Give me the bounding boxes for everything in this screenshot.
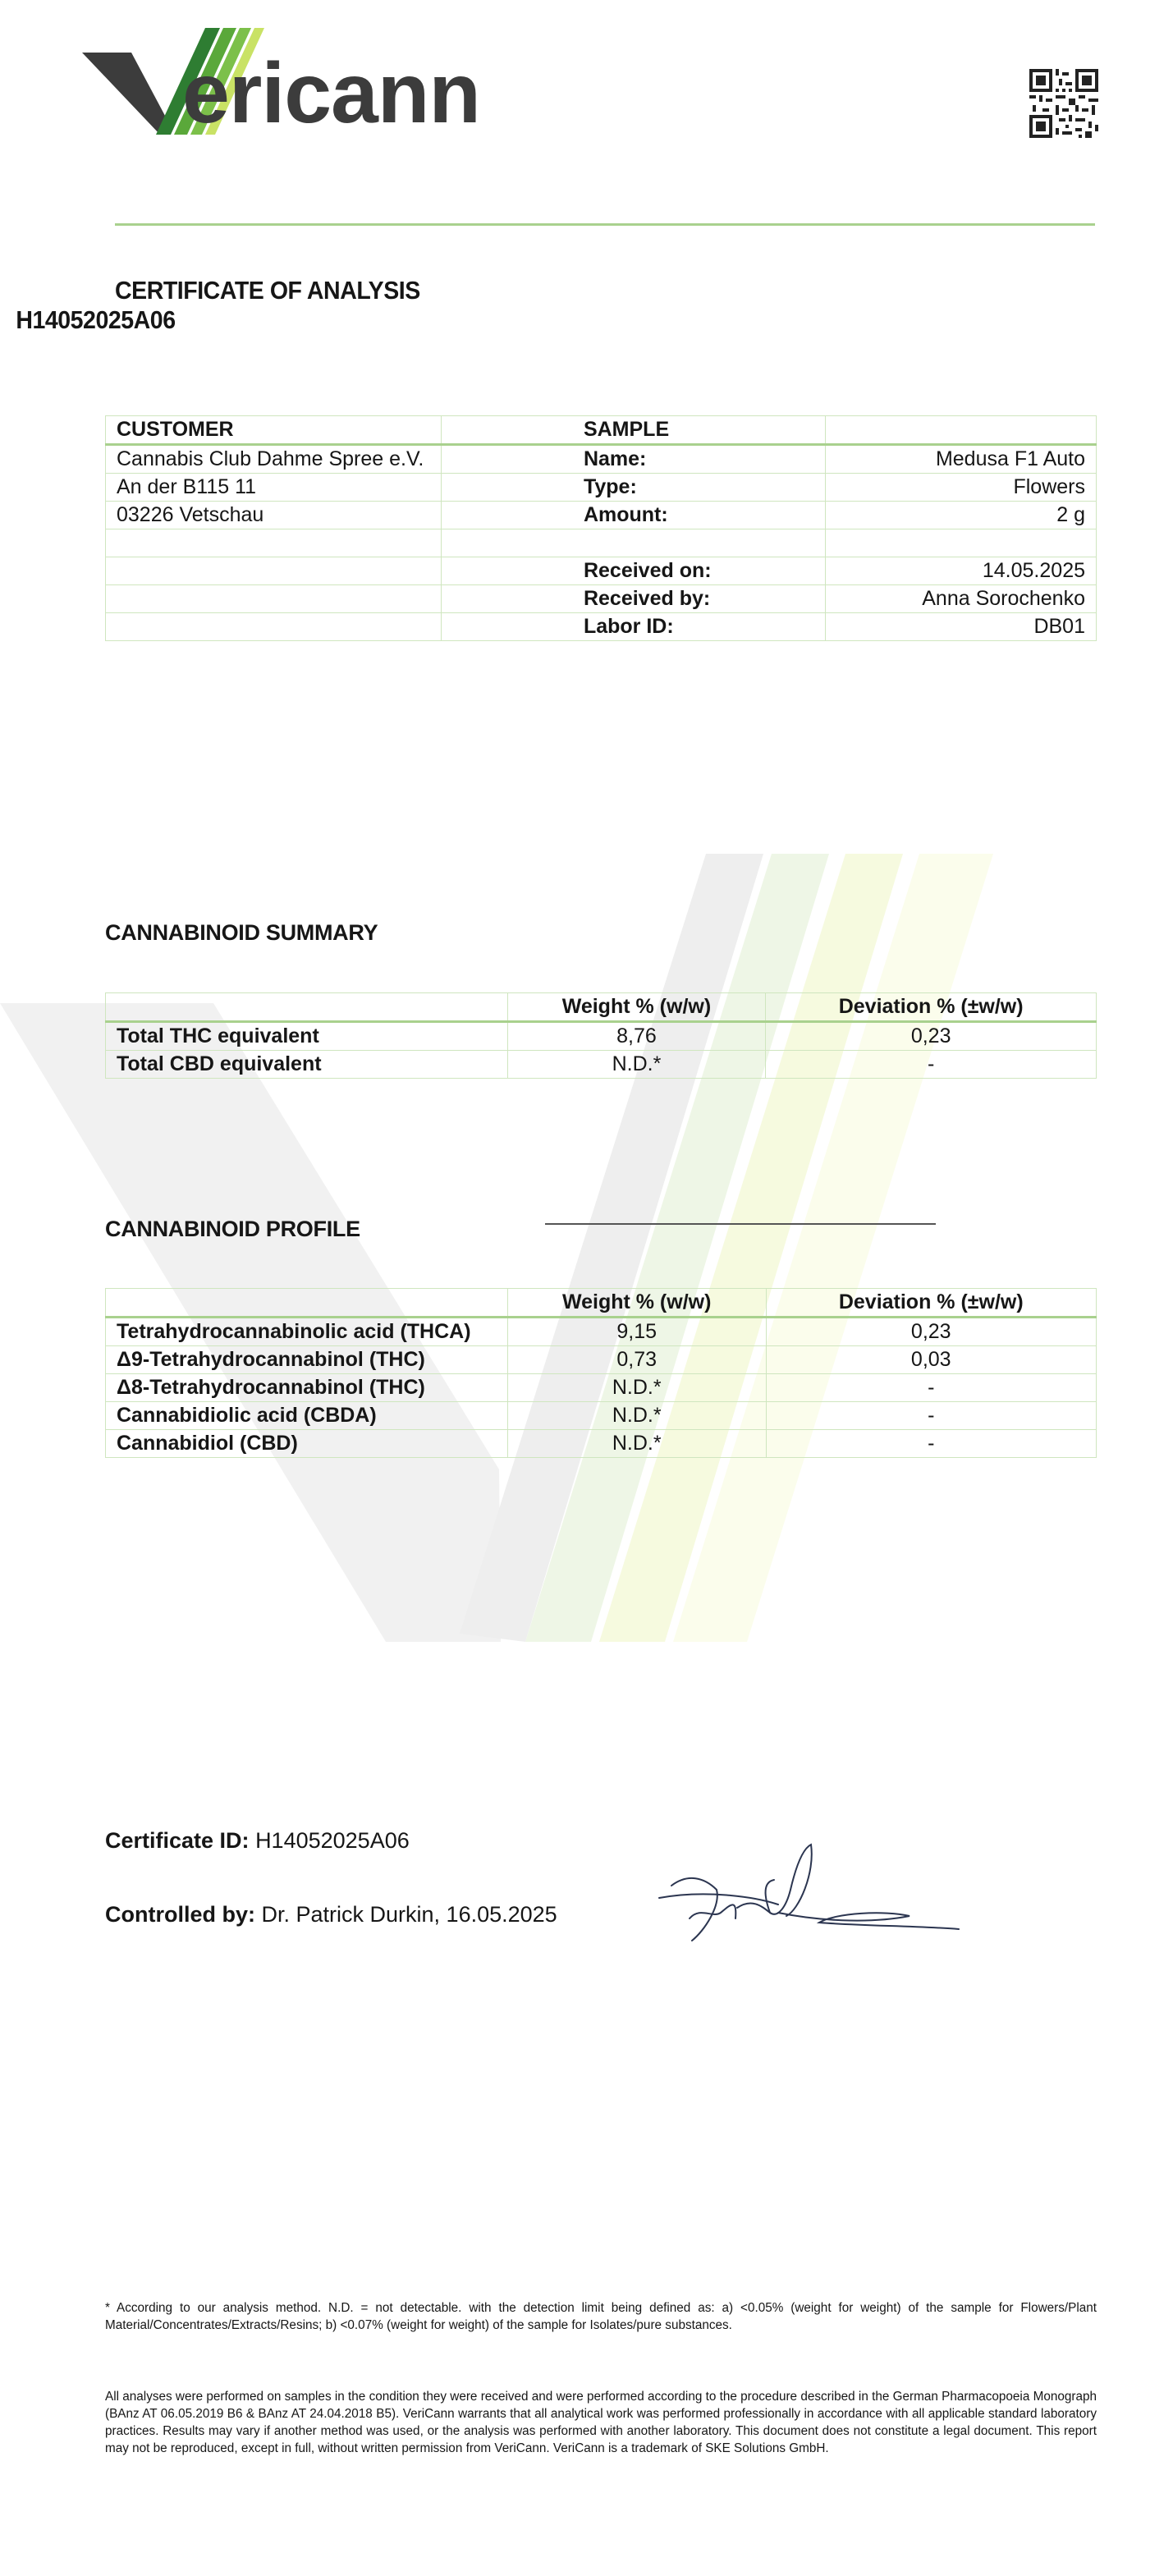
summary-title: CANNABINOID SUMMARY <box>105 920 378 945</box>
sample-label: Received on: <box>441 557 825 585</box>
sample-value: Flowers <box>826 474 1097 502</box>
weight-column-header: Weight % (w/w) <box>507 1289 766 1318</box>
table-row <box>106 557 1097 585</box>
deviation-value: 0,23 <box>766 1022 1097 1051</box>
customer-line: Cannabis Club Dahme Spree e.V. <box>106 445 442 474</box>
weight-column-header: Weight % (w/w) <box>507 993 766 1022</box>
certificate-id-line <box>105 1828 1173 1854</box>
table-header-row <box>106 1289 1097 1318</box>
cannabinoid-profile-table <box>105 1288 1097 1458</box>
sample-value: Anna Sorochenko <box>826 585 1097 613</box>
weight-value: N.D.* <box>507 1402 766 1430</box>
weight-value: 8,76 <box>507 1022 766 1051</box>
sample-label: Name: <box>441 445 825 474</box>
table-row <box>106 474 1097 502</box>
cannabinoid-name: Total THC equivalent <box>106 1022 508 1051</box>
table-row <box>106 445 1097 474</box>
sample-value: DB01 <box>826 613 1097 641</box>
deviation-value: 0,03 <box>766 1346 1096 1374</box>
controlled-by-line <box>105 1902 1173 1927</box>
sample-heading: SAMPLE <box>441 416 825 445</box>
weight-value: N.D.* <box>507 1430 766 1458</box>
cannabinoid-name: Δ8-Tetrahydrocannabinol (THC) <box>106 1374 508 1402</box>
cannabinoid-summary-table <box>105 992 1097 1079</box>
customer-sample-table <box>105 415 1097 641</box>
certificate-id-value: H14052025A06 <box>255 1828 410 1853</box>
deviation-value: - <box>766 1374 1096 1402</box>
template-version <box>0 2568 1093 2576</box>
handwritten-signature <box>655 1840 983 1947</box>
deviation-value: - <box>766 1430 1096 1458</box>
table-row <box>106 1430 1097 1458</box>
deviation-value: 0,23 <box>766 1318 1096 1346</box>
sample-label: Amount: <box>441 502 825 529</box>
controlled-by-label: Controlled by: <box>105 1902 255 1927</box>
deviation-value: - <box>766 1402 1096 1430</box>
certificate-number: H14052025A06 <box>16 305 176 334</box>
table-row <box>106 613 1097 641</box>
customer-line: An der B115 11 <box>106 474 442 502</box>
deviation-value: - <box>766 1051 1097 1079</box>
sample-value: Medusa F1 Auto <box>826 445 1097 474</box>
deviation-column-header: Deviation % (±w/w) <box>766 1289 1096 1318</box>
sample-value: 2 g <box>826 502 1097 529</box>
table-row <box>106 1346 1097 1374</box>
table-row <box>106 529 1097 557</box>
vericann-wordmark: ericann <box>182 46 480 141</box>
customer-heading: CUSTOMER <box>106 416 442 445</box>
cannabinoid-name: Cannabidiolic acid (CBDA) <box>106 1402 508 1430</box>
table-row <box>106 585 1097 613</box>
footnote-detection-limit: * According to our analysis method. N.D. = not detectable. with the detection limit being defined as: a) <0.05% (weight for weight) of the sample for Flowers/Plant Material/Concentrates/Extracts/Resins; b) <0.07% (weight for weight) of the sample for Isolates/pure substances. <box>105 2301 1097 2332</box>
cannabinoid-name: Total CBD equivalent <box>106 1051 508 1079</box>
weight-value: 9,15 <box>507 1318 766 1346</box>
table-row <box>106 416 1097 445</box>
table-row <box>106 1402 1097 1430</box>
weight-value: N.D.* <box>507 1051 766 1079</box>
header-rule <box>115 223 1095 226</box>
customer-line: 03226 Vetschau <box>106 502 442 529</box>
certificate-id-label: Certificate ID: <box>105 1828 250 1853</box>
sample-label: Received by: <box>441 585 825 613</box>
controlled-by-value: Dr. Patrick Durkin, 16.05.2025 <box>261 1902 557 1927</box>
table-row <box>106 1051 1097 1079</box>
table-row <box>106 1022 1097 1051</box>
sample-value: 14.05.2025 <box>826 557 1097 585</box>
sample-label: Labor ID: <box>441 613 825 641</box>
footnote-disclaimer: All analyses were performed on samples in the condition they were received and were performed according to the procedure described in the German Pharmacopoeia Monograph (BAnz AT 06.05.2019 B6 & BAnz AT 24.04.2018 B5). VeriCann warrants that all analytical work was performed professionally in accordance with all applicable standard laboratory practices. Results may vary if another method was used, or the analysis was performed with another laboratory. This document does not constitute a legal document. This report may not be reproduced, except in full, without written permission from VeriCann. VeriCann is a trademark of SKE Solutions GmbH. <box>105 2390 1097 2455</box>
table-header-row <box>106 993 1097 1022</box>
table-row <box>106 502 1097 529</box>
table-row <box>106 1318 1097 1346</box>
cannabinoid-name: Cannabidiol (CBD) <box>106 1430 508 1458</box>
sample-label: Type: <box>441 474 825 502</box>
cannabinoid-name: Δ9-Tetrahydrocannabinol (THC) <box>106 1346 508 1374</box>
weight-value: N.D.* <box>507 1374 766 1402</box>
weight-value: 0,73 <box>507 1346 766 1374</box>
document-title: CERTIFICATE OF ANALYSIS <box>115 276 420 305</box>
profile-title: CANNABINOID PROFILE <box>105 1217 360 1241</box>
deviation-column-header: Deviation % (±w/w) <box>766 993 1097 1022</box>
table-row <box>106 1374 1097 1402</box>
cannabinoid-name: Tetrahydrocannabinolic acid (THCA) <box>106 1318 508 1346</box>
